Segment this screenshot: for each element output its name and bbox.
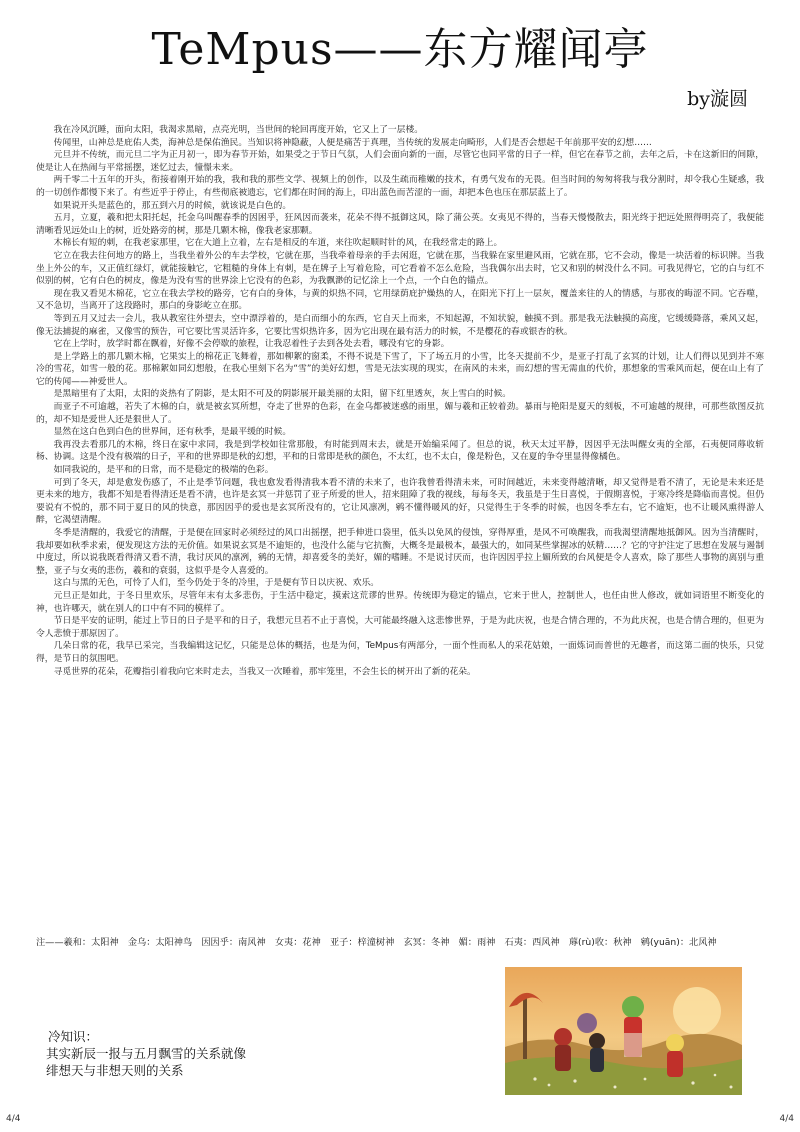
- page-title: TeMpus——东方耀闻亭: [151, 24, 649, 75]
- paragraph: 木棉长有短的刺，在我老家那里，它在大道上立着，左右是相反的车道，来往吹起顺时针的风，在我经常走的路上。: [53, 238, 503, 249]
- paragraph: 五月，立夏，羲和把太阳托起，托金乌叫醒春季的因困乎，狂风因而袭来，花朵不得不抵御这风，除了蒲公英。女夷见不得的，当春天慢慢散去，阳光终于把远处照得明亮了，我便能清晰看见远处山上的树，近处路旁的树，那是几颗木棉，像我老家那颗。: [36, 213, 764, 236]
- cold-knowledge-line: 绯想天与非想天则的关系: [46, 1063, 184, 1078]
- paragraph: 冬季是清醒的，我爱它的清醒，于是便在回家时必须经过的风口出摇摆，把手伸进口袋里，低头以免风的侵蚀，穿得厚重，是风不可唤醒我，而我渴望清醒地抵御风。因为当清醒时，我却要如秋季求索，便发现这方法的无价值。如果说玄冥是不逾矩的，也没什么能与它抗衡，大概冬是最极本，最强大的，如同某些掌握冰的妖精……？它的守护注定了思想在发展与遏制中度过，所以说我既看得清又看不清，我讨厌风的凛冽，鹓的无情，却喜爱冬的美好，媚的嗜睡。不是说讨厌而，也许因因乎拉上媚所致的台风便是令人喜欢，除了那些人事物的离别与重整，亚子与女夷的悲伤，羲和的衰弱，这似乎是令人喜爱的。: [36, 528, 764, 576]
- paragraph: 节日是平安的证明，能过上节日的日子是平和的日子，我想元旦若不止于喜悦，大可能最终融入这悲惨世界，于是为此庆祝，也是合情合理的，不为此庆祝，也是合情合理的，但更为令人悲愤于那原因了。: [36, 616, 764, 639]
- cold-knowledge-line: 其实新辰一报与五月飘雪的关系就像: [46, 1046, 247, 1061]
- paragraph: 是上学路上的那几颗木棉，它果实上的棉花正飞舞着，那如柳絮的窗柔，不得不说是下雪了，下了场五月的小雪，比冬天提前不少，是亚子打乱了玄冥的计划，让人们得以见到并不寒冷的雪花，如雪一般的花。那棉絮如同幻想般，在我心里刻下名为“雪”的美好幻想，雪是无法实现的现实，在南风的未来，而幻想的雪无需血的代价，那想象的雪乘风而起，便在山上有了它的传闻——神爱世人。: [36, 351, 764, 387]
- paragraph: 可到了冬天，却是愈发伤感了，不止是季节问题，我也愈发看得清我本看不清的未来了，也许我曾看得清未来，可时间越近，未来变得越清晰，却又觉得是看不清了，无论是未来还是更未来的地方，我都不知是看得清还是看不清，也许是玄冥一并惩罚了亚子所爱的世人，招来阻障了我的视线，每每冬天，我虽是于生日喜悦，于假期喜悦，于寒冷终是降临而喜悦。但仍要说有不悦的，那不同于夏日的风的快意，那因因乎的爱也是玄冥所没有的，它让风凛冽，鹓不懂得暖风的好，只觉得生于冬季的时候，也因冬季左右，它不逾矩，也不让暖风熏得游人醉，它渴望清醒。: [36, 477, 764, 526]
- page-number-left: 4/4: [6, 1114, 21, 1124]
- author-byline: by漩圆: [687, 88, 748, 110]
- paragraph: 传闻里，山神总是庇佑人类，海神总是保佑渔民。当知识将神隐蔽，人便是痛苦于真理，当传统的发展走向畸形，人们是否会想起千年前那平安的幻想……: [53, 137, 652, 148]
- illustration-image: [505, 967, 742, 1095]
- paragraph: 这白与黑的无色，可怜了人们，至今仍处于冬的冷里，于是便有节日以庆祝、欢乐。: [53, 578, 380, 589]
- cold-knowledge-title: 冷知识：: [48, 1029, 99, 1044]
- paragraph: 如果说开头是蓝色的，那五到六月的时候，就该说是白色的。: [53, 200, 292, 211]
- paragraph: 我在冷风沉睡，面向太阳，我渴求黑暗，点亮光明，当世间的轮回再度开始，它又上了一层楼。: [53, 125, 424, 135]
- paragraph: 显然在这白色到白色的世界间，还有秋季，是最平缓的时候。: [53, 427, 292, 438]
- paragraph: 现在我又看见木棉花，它立在我去学校的路旁，它有白的身体，与黄的炽热不同，它用绿荫庇护燥热的人，在阳光下打上一层灰，覆盖来往的人的情感，与那夜的晦涩不同。它吞噬，又不急切，当离开了这段路时，那白的身影屹立在那。: [36, 288, 764, 312]
- paragraph: 几朵日常的花，我早已采完，当我编辑这记忆，只能是总体的概括，也是为何，TeMpus有两部分，一面个性而私人的采花姑娘，一面炼词而普世的无趣者，而这第二面的快乐，只觉得，是节日的氛围吧。: [36, 641, 764, 664]
- cold-knowledge-box: [46, 1028, 246, 1079]
- paragraph: 我再没去看那几的木棉，终日在家中求同，我是到学校如往常那般，有时能到周末去，就是开始编采闻了。但总的说，秋天太过平静，因因乎无法叫醒女夷的全部，石夷便同蓐收斩杨、协调。这是个没有极端的日子，平和的世界即是秋的幻想，平和的日常即是秋的颜色，不太红，也不太白，像是粉色，又在夏的争夺里显得像橘色。: [36, 439, 764, 463]
- page-number-right: 4/4: [779, 1114, 794, 1124]
- paragraph: 它立在我去往何地方的路上，当我坐着外公的车去学校，它就在那，当我牵着母亲的手去闲逛，它就在那，当我躲在家里避风雨，它就在那，它不会动，像是一块活着的标识牌。当我坐上外公的车，又正值红绿灯，就能接触它，它粗糙的身体上有刺，是在牌子上写着危险，可它看着不怎么危险，当我偶尔出去时，它又和别的树没什么不同。可我见得它，它的白与红不似别的树，它有白色的树皮，像是为没有雪的世界涂上它没有的色彩，为我飘渺的记忆涂上一个点，一个白色的锚点。: [36, 250, 764, 287]
- paragraph: 而亚子不可逾越，若失了木棉的白，就是被玄冥所想，夺走了世界的色彩，在金乌都被迷惑的雨里，媚与羲和正较着劲。暴雨与艳阳是夏天的刻板，不可逾越的规律，可那些欲图反抗的，却不知是爱世人还是狠世人了。: [36, 402, 764, 425]
- glossary-note: 注——羲和：太阳神 金乌：太阳神鸟 因因乎：南风神 女夷：花神 亚子：梓潼树神 玄冥：冬神 媚：雨神 石夷：西风神 蓐(rù)收：秋神 鹓(yuān)：北风神: [36, 937, 717, 948]
- paragraph: 元旦并不传统，而元旦二字为正月初一，即为春节开始，如果受之于节日气氛，人们会面向新的一面，尽管它也同平常的日子一样，但它在春节之前，去年之后，卡在这新旧的间隙，使是让人在热闹与平常摇摆，迷忆过去，憧憬未来。: [36, 150, 764, 173]
- paragraph: 寻觅世界的花朵，花瓣指引着我向它来时走去，当我又一次睡着，那牢笼里，不会生长的树开出了新的花朵。: [53, 666, 476, 677]
- paragraph: 如同我说的，是平和的日常，而不是稳定的极端的色彩。: [53, 465, 274, 476]
- essay-body: [36, 124, 764, 930]
- paragraph: 元旦正是如此，于冬日里欢乐，尽管年末有太多悲伤，于生活中稳定，摸索这荒谬的世界。传统即为稳定的锚点，它来于世人，控制世人，也任由世人修改，就如词语里不断变化的神，也许哪天，就在别人的口中有不同的模样了。: [36, 590, 764, 614]
- paragraph: 它在上学时，放学时都在飘着，好像不会停歇的旅程，让我忍着性子去到各处去看，哪没有它的身影。: [53, 339, 450, 350]
- paragraph: 两千零二十五年的开头，衔接着刚开始的我，我和我的那些文学、视频上的创作，以及生疏而稚嫩的技术，有勇气发布的无畏。但当时间的匆匆将我与我分割时，却令我心生疑惑，我的一切创作都慢下来了。有些近乎于停止，有些彻底被遗忘，它们都在时间的海上，印出蓝色而苦涩的一面，却把本色也压在那层蓝上了。: [36, 175, 764, 198]
- paragraph: 等到五月又过去一会儿，我从教室往外望去，空中漂浮着的，是白而细小的东西，它自天上而来，不知起源，不知状貌，触摸不到。那是我无法触摸的高度，它缓缓降落，乘风又起，像无法捕捉的麻雀，又像雪的预告，可它要比雪灵活许多，它要比雪炽热许多，因为它出现在最有活力的时候，不是樱花的春或银杏的秋。: [36, 313, 764, 337]
- paragraph: 是黑暗里有了太阳，太阳的炎热有了阴影，是太阳不可及的阴影展开最美丽的太阳，留下红里透灰，灰上雪白的时候。: [53, 389, 512, 400]
